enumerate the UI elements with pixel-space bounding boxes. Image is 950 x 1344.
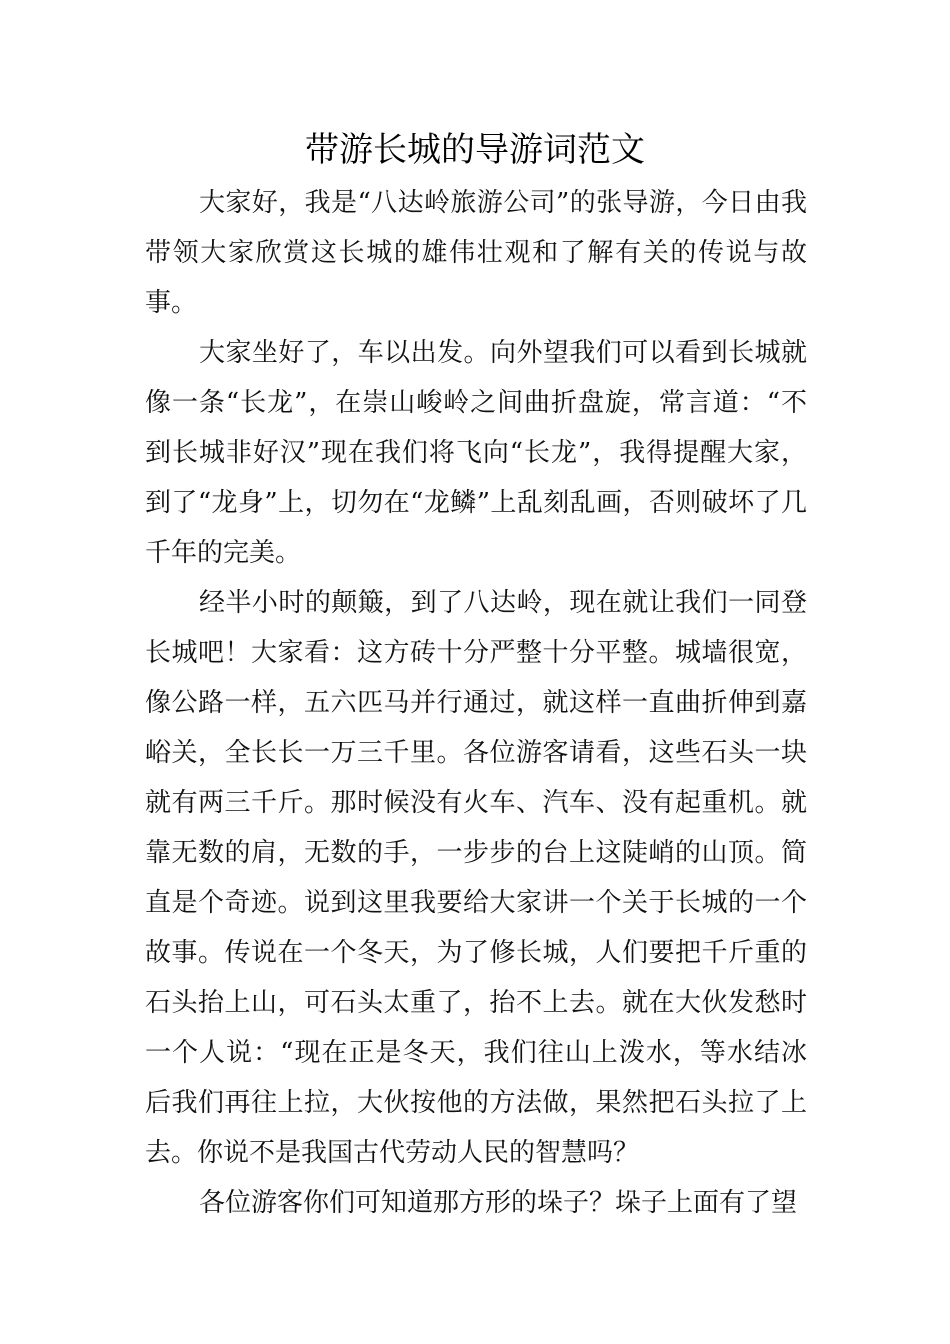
paragraph-battlements: 各位游客你们可知道那方形的垛子？垛子上面有了望 [199,1188,798,1218]
document-body [145,178,807,1228]
paragraph-greeting: 大家好，我是“八达岭旅游公司”的张导游，今日由我带领大家欣赏这长城的雄伟壮观和了解有关的传说与故事。 [145,188,807,318]
paragraph-great-wall-story: 经半小时的颠簸，到了八达岭，现在就让我们一同登长城吧！大家看：这方砖十分严整十分平整。城墙很宽，像公路一样，五六匹马并行通过，就这样一直曲折伸到嘉峪关，全长长一万三千里。各位游客请看，这些石头一块就有两三千斤。那时候没有火车、汽车、没有起重机。就靠无数的肩，无数的手，一步步的台上这陡峭的山顶。简直是个奇迹。说到这里我要给大家讲一个关于长城的一个故事。传说在一个冬天，为了修长城，人们要把千斤重的石头抬上山，可石头太重了，抬不上去。就在大伙发愁时一个人说：“现在正是冬天，我们往山上泼水，等水结冰后我们再往上拉，大伙按他的方法做，果然把石头拉了上去。你说不是我国古代劳动人民的智慧吗？ [145,588,807,1168]
document-title: 带游长城的导游词范文 [305,130,645,170]
paragraph-departure: 大家坐好了，车以出发。向外望我们可以看到长城就像一条“长龙”，在崇山峻岭之间曲折盘旋，常言道：“不到长城非好汉”现在我们将飞向“长龙”，我得提醒大家，到了“龙身”上，切勿在“龙鳞”上乱刻乱画，否则破坏了几千年的完美。 [145,338,807,568]
